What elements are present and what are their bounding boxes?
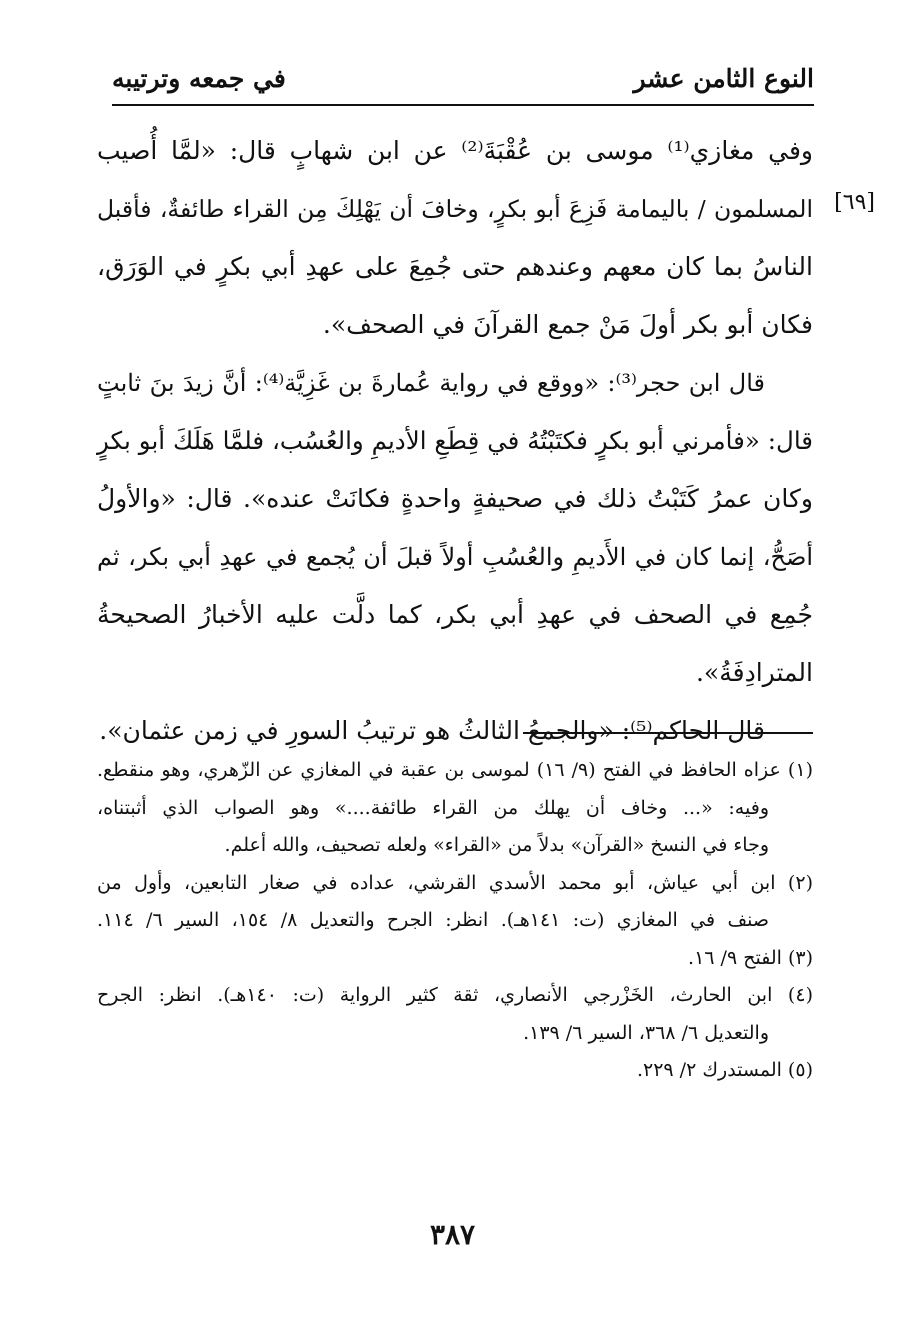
- text-line: جُمِع في الصحف في عهدِ أبي بكر، كما دلَّت عليه الأخبارُ الصحيحةُ: [97, 600, 813, 629]
- footnotes: [97, 752, 813, 1090]
- text-line: قال ابن حجر⁽³⁾: «ووقع في رواية عُمارةَ بن غَزِيَّة⁽⁴⁾: أنَّ زيدَ بنَ ثابتٍ: [97, 369, 766, 397]
- running-header: [112, 58, 814, 98]
- page-number: ٣٨٧: [429, 1218, 476, 1251]
- footnote-line: (٣) الفتح ٩/ ١٦.: [688, 946, 813, 969]
- footnote-divider: [523, 732, 813, 734]
- footnote-line: (٥) المستدرك ٢/ ٢٢٩.: [636, 1059, 813, 1081]
- footnote-line: (٢) ابن أبي عياش، أبو محمد الأسدي القرشي، عداده في صغار التابعين، وأول من: [97, 871, 813, 894]
- text-line: أصَحُّ، إنما كان في الأَديمِ والعُسُبِ أولاً قبلَ أن يُجمع في عهدِ أبي بكر، ثم: [97, 543, 813, 571]
- text-line: المسلمون / باليمامة فَزِعَ أبو بكرٍ، وخافَ أن يَهْلِكَ مِن القراء طائفةٌ، فأقبل: [97, 195, 813, 223]
- chapter-title: النوع الثامن عشر: [633, 64, 814, 93]
- text-line: الناسُ بما كان معهم وعندهم حتى جُمِعَ على عهدِ أبي بكرٍ في الوَرَق،: [97, 252, 813, 281]
- footnote-line: وجاء في النسخ «القرآن» بدلاً من «القراء» ولعله تصحيف، والله أعلم.: [224, 834, 769, 856]
- text-line: قال الحاكم⁽⁵⁾: «والجمعُ الثالثُ هو ترتيبُ السورِ في زمن عثمان».: [99, 716, 765, 745]
- main-text: [97, 122, 813, 760]
- footnote-line: والتعديل ٦/ ٣٦٨، السير ٦/ ١٣٩.: [523, 1021, 769, 1044]
- text-line: المترادِفَةُ».: [695, 658, 813, 687]
- footnote-line: (١) عزاه الحافظ في الفتح (٩/ ١٦) لموسى بن عقبة في المغازي عن الزّهري، وهو منقطع.: [97, 759, 813, 781]
- header-divider: [112, 104, 814, 106]
- footnote-line: (٤) ابن الحارث، الخَزْرجي الأنصاري، ثقة كثير الرواية (ت: ١٤٠هـ). انظر: الجرح: [97, 984, 813, 1006]
- text-line: فكان أبو بكر أولَ مَنْ جمع القرآنَ في الصحف».: [322, 310, 813, 339]
- footnote-line: وفيه: «... وخاف أن يهلك من القراء طائفة....» وهو الصواب الذي أثبتناه،: [97, 796, 769, 819]
- text-line: وفي مغازي⁽¹⁾ موسى بن عُقْبَةَ⁽²⁾ عن ابن شهابٍ قال: «لمَّا أُصيب: [97, 136, 813, 165]
- margin-page-reference: [٦٩]: [834, 190, 875, 215]
- text-line: قال: «فأمرني أبو بكرٍ فكتَبْتُهُ في قِطَعِ الأديمِ والعُسُب، فلمَّا هَلَكَ أبو بكرٍ: [97, 426, 813, 455]
- section-title: في جمعه وترتيبه: [112, 64, 286, 93]
- text-line: وكان عمرُ كَتَبْتُ ذلك في صحيفةٍ واحدةٍ فكانَتْ عنده». قال: «والأولُ: [97, 484, 813, 513]
- footnote-line: صنف في المغازي (ت: ١٤١هـ). انظر: الجرح والتعديل ٨/ ١٥٤، السير ٦/ ١١٤.: [97, 909, 769, 931]
